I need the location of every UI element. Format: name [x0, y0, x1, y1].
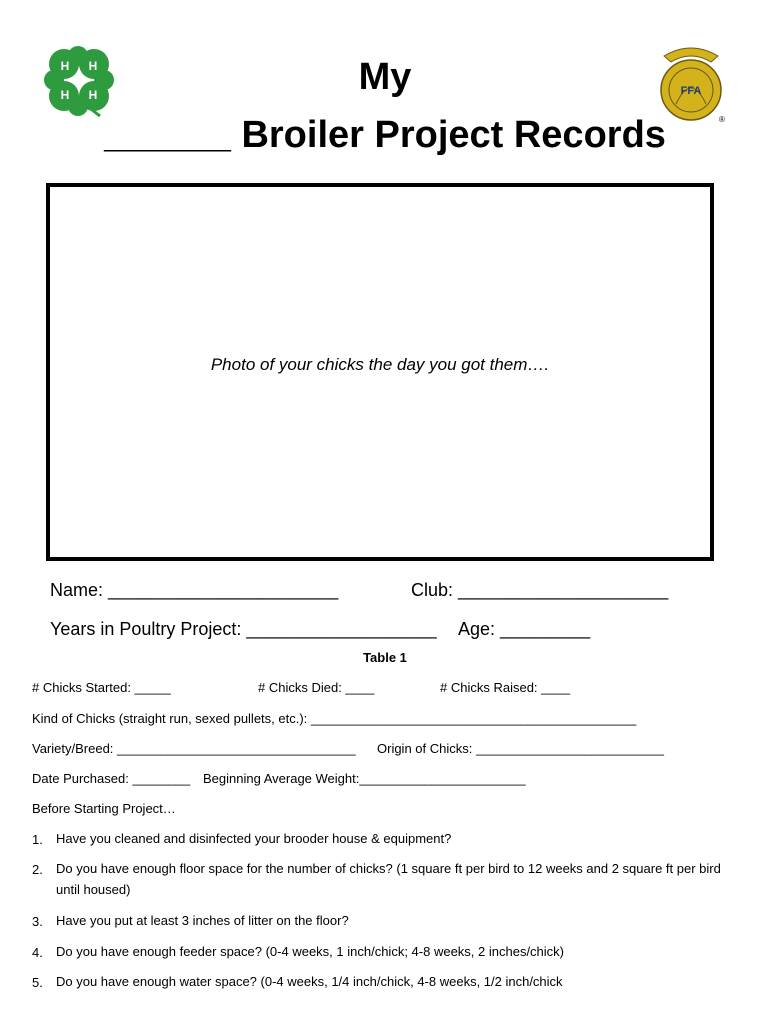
question-text: Have you put at least 3 inches of litter on the floor?: [56, 913, 349, 928]
clover-leaf-letter: H: [88, 88, 98, 102]
page-title-line2: ______ Broiler Project Records: [104, 114, 666, 156]
clover-leaf-letter: H: [60, 59, 70, 73]
table-label: Table 1: [363, 650, 407, 665]
page-title-line1: My: [358, 56, 412, 98]
chicks-raised-field[interactable]: # Chicks Raised: ____: [440, 680, 571, 695]
question-text: Do you have enough water space? (0-4 weeks, 1/4 inch/chick, 4-8 weeks, 1/2 inch/chick: [56, 974, 563, 989]
before-starting-heading: Before Starting Project…: [32, 801, 176, 816]
date-purchased-field[interactable]: Date Purchased: ________: [32, 771, 191, 786]
question-number: 4.: [32, 945, 43, 960]
question-text: Do you have enough feeder space? (0-4 weeks, 1 inch/chick; 4-8 weeks, 2 inches/chick): [56, 944, 564, 959]
question-number: 3.: [32, 914, 43, 929]
origin-field[interactable]: Origin of Chicks: __________________________: [377, 741, 664, 756]
chicks-started-field[interactable]: # Chicks Started: _____: [32, 680, 171, 695]
years-field[interactable]: Years in Poultry Project: ___________________: [50, 619, 437, 639]
name-field[interactable]: Name: _______________________: [50, 580, 339, 600]
question-number: 2.: [32, 862, 43, 877]
question-text: Do you have enough floor space for the number of chicks? (1 square ft per bird to 12 weeks and 2 square ft per bird until housed): [56, 861, 721, 897]
question-number: 1.: [32, 832, 43, 847]
average-weight-field[interactable]: Beginning Average Weight:_______________________: [203, 771, 526, 786]
chicks-died-field[interactable]: # Chicks Died: ____: [258, 680, 375, 695]
photo-caption: Photo of your chicks the day you got them….: [210, 355, 550, 374]
registered-mark: ®: [719, 115, 725, 124]
variety-breed-field[interactable]: Variety/Breed: _________________________________: [32, 741, 356, 756]
kind-of-chicks-field[interactable]: Kind of Chicks (straight run, sexed pullets, etc.): _____________________________________________: [32, 711, 637, 726]
ffa-emblem-lettering: FFA: [680, 85, 702, 97]
question-text: Have you cleaned and disinfected your brooder house & equipment?: [56, 831, 452, 846]
club-field[interactable]: Club: _____________________: [411, 580, 669, 600]
age-field[interactable]: Age: _________: [458, 619, 591, 639]
photo-frame[interactable]: [46, 183, 714, 561]
clover-leaf-letter: H: [88, 59, 98, 73]
clover-leaf-letter: H: [60, 88, 70, 102]
question-number: 5.: [32, 975, 43, 990]
